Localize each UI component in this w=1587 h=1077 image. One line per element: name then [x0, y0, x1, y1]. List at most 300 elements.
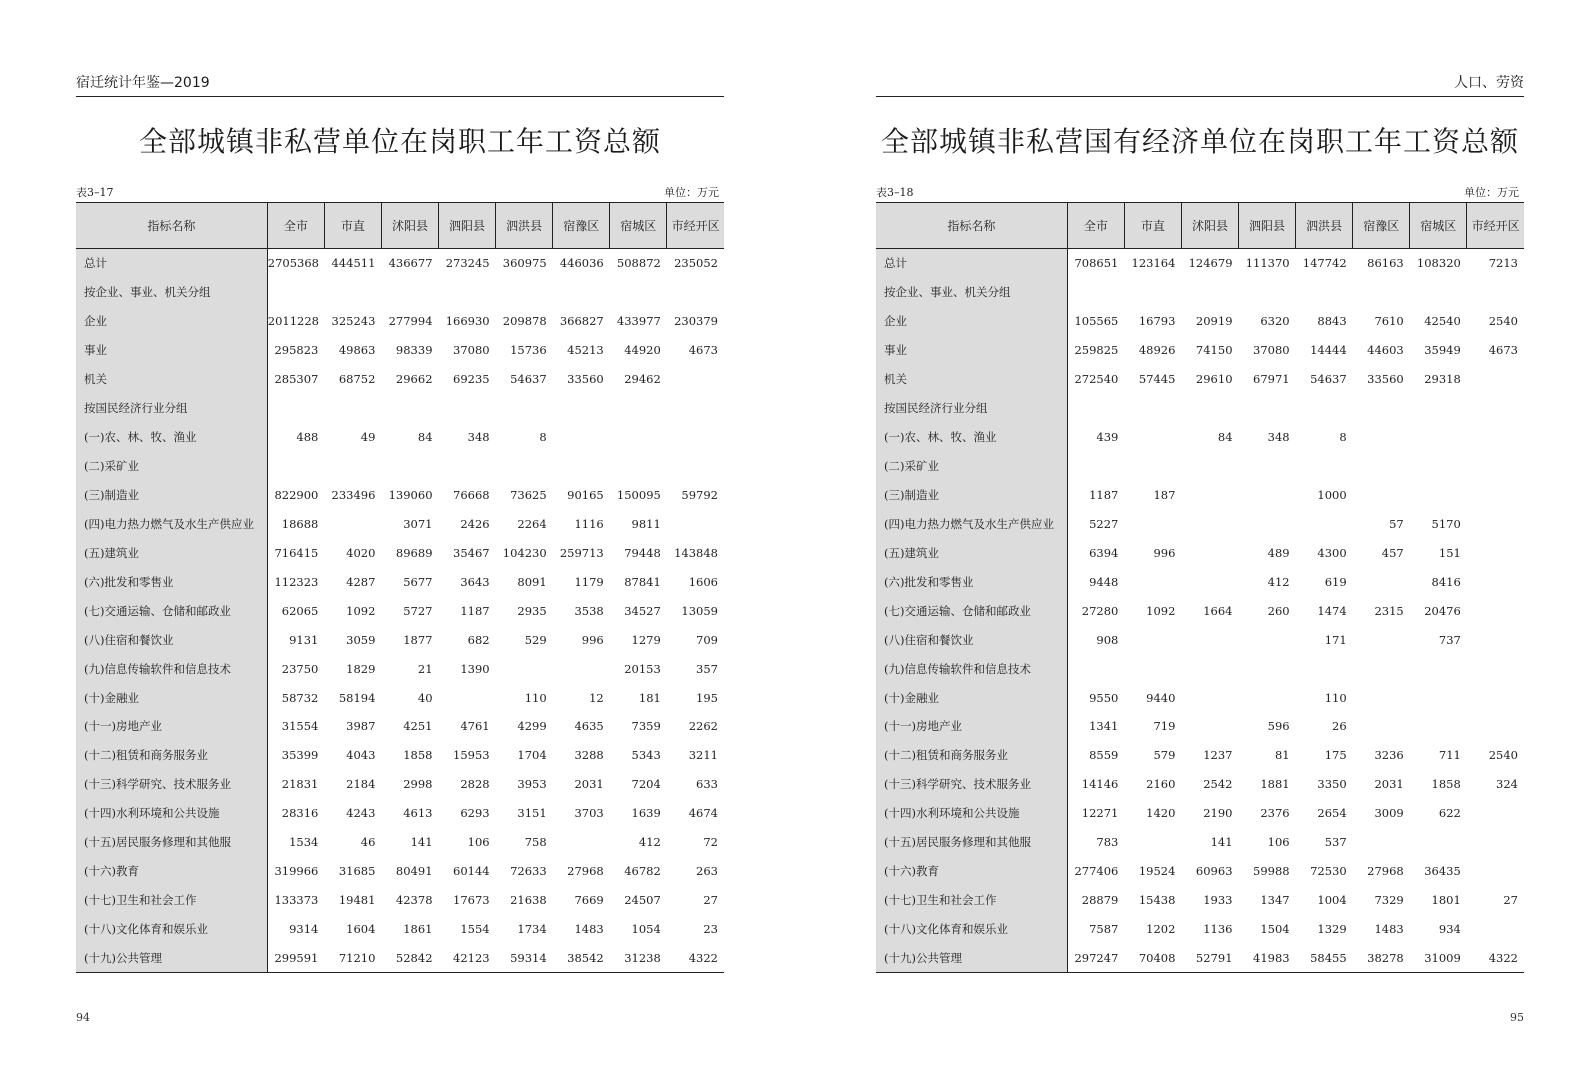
value-cell: 235052 [674, 256, 718, 271]
value-cell [1353, 394, 1410, 423]
row-label: (十)金融业 [876, 683, 1067, 712]
value-cell: 54637 [1310, 372, 1347, 387]
value-cell: 31554 [281, 719, 319, 734]
value-cell: 488 [296, 430, 319, 445]
row-label: (十三)科学研究、技术服务业 [76, 770, 267, 799]
value-cell: 1092 [346, 603, 376, 618]
value-cell: 1054 [631, 922, 661, 937]
value-cell [1467, 567, 1524, 596]
value-cell: 37080 [1253, 343, 1290, 358]
value-cell: 783 [1096, 835, 1119, 850]
value-cell: 20153 [624, 661, 661, 676]
value-cell: 1329 [1317, 922, 1347, 937]
table-row [76, 683, 724, 712]
value-cell: 104230 [502, 545, 547, 560]
value-cell [324, 452, 381, 481]
value-cell: 35467 [453, 545, 490, 560]
value-cell: 5227 [1089, 516, 1119, 531]
value-cell: 273245 [445, 256, 490, 271]
value-cell [1124, 394, 1181, 423]
value-cell: 709 [696, 632, 718, 647]
table-row [876, 741, 1524, 770]
value-cell [1467, 799, 1524, 828]
value-cell: 1606 [688, 574, 718, 589]
row-label: (十四)水利环境和公共设施 [876, 799, 1067, 828]
value-cell: 529 [524, 632, 547, 647]
table-row [76, 307, 724, 336]
value-cell: 934 [1438, 922, 1461, 937]
value-cell [553, 278, 610, 307]
table-row [876, 857, 1524, 886]
value-cell: 89689 [395, 545, 433, 560]
value-cell: 7213 [1488, 256, 1518, 271]
table-row [876, 799, 1524, 828]
row-label: (九)信息传输软件和信息技术 [76, 654, 267, 683]
value-cell: 4043 [346, 748, 376, 763]
value-cell: 84 [1217, 430, 1233, 445]
value-cell [1410, 452, 1467, 481]
value-cell: 446036 [559, 256, 604, 271]
value-cell: 44603 [1367, 343, 1404, 358]
value-cell: 48926 [1138, 343, 1176, 358]
value-cell: 27280 [1081, 603, 1119, 618]
value-cell [1467, 915, 1524, 944]
value-cell: 295823 [274, 343, 319, 358]
value-cell: 35399 [281, 748, 319, 763]
row-label: (十五)居民服务修理和其他服 [76, 828, 267, 857]
value-cell: 57445 [1138, 372, 1176, 387]
value-cell: 4287 [346, 574, 376, 589]
page-number: 94 [76, 1011, 90, 1024]
table-row [76, 365, 724, 394]
value-cell: 29318 [1424, 372, 1461, 387]
value-cell [1353, 481, 1410, 510]
table-unit: 单位：万元 [1464, 186, 1519, 199]
value-cell: 1933 [1203, 893, 1233, 908]
column-header: 泗洪县 [496, 203, 553, 249]
value-cell: 1483 [1374, 922, 1404, 937]
value-cell: 143848 [674, 545, 718, 560]
value-cell [1239, 394, 1296, 423]
value-cell [1181, 394, 1238, 423]
value-cell: 1136 [1203, 922, 1233, 937]
value-cell: 42378 [395, 893, 433, 908]
value-cell: 260 [1267, 603, 1290, 618]
value-cell: 758 [524, 835, 547, 850]
value-cell: 147742 [1302, 256, 1347, 271]
row-label: (六)批发和零售业 [876, 567, 1067, 596]
table-row [76, 509, 724, 538]
row-label: (三)制造业 [876, 481, 1067, 510]
table-row [76, 538, 724, 567]
value-cell: 14444 [1310, 343, 1347, 358]
row-label: (十六)教育 [876, 857, 1067, 886]
value-cell: 1420 [1146, 806, 1176, 821]
value-cell: 3953 [517, 777, 547, 792]
row-label: (十二)租赁和商务服务业 [876, 741, 1067, 770]
value-cell: 7329 [1374, 893, 1404, 908]
value-cell: 1534 [289, 835, 319, 850]
value-cell: 84 [417, 430, 433, 445]
value-cell: 19481 [338, 893, 376, 908]
value-cell: 1390 [460, 661, 490, 676]
row-label: (十七)卫生和社会工作 [76, 886, 267, 915]
value-cell [1410, 278, 1467, 307]
row-label: (七)交通运输、仓储和邮政业 [76, 596, 267, 625]
value-cell: 62065 [281, 603, 319, 618]
value-cell: 71210 [338, 950, 376, 965]
value-cell: 28316 [281, 806, 319, 821]
value-cell [1124, 654, 1181, 683]
value-cell: 1279 [631, 632, 661, 647]
table-row [876, 394, 1524, 423]
value-cell [1467, 828, 1524, 857]
value-cell: 4673 [1488, 343, 1518, 358]
table-body [876, 249, 1524, 973]
value-cell: 1877 [403, 632, 433, 647]
value-cell [1239, 509, 1296, 538]
column-header: 沭阳县 [381, 203, 438, 249]
value-cell [1124, 509, 1181, 538]
table-row [76, 567, 724, 596]
value-cell [1410, 423, 1467, 452]
value-cell: 49 [360, 430, 376, 445]
table-row [876, 712, 1524, 741]
table-row [876, 365, 1524, 394]
value-cell: 29610 [1195, 372, 1233, 387]
value-cell: 36435 [1424, 864, 1461, 879]
value-cell: 6293 [460, 806, 490, 821]
value-cell [667, 452, 724, 481]
value-cell: 19524 [1138, 864, 1176, 879]
value-cell: 72 [703, 835, 718, 850]
value-cell: 17673 [453, 893, 490, 908]
value-cell [496, 394, 553, 423]
value-cell: 20919 [1195, 314, 1233, 329]
value-cell [439, 394, 496, 423]
value-cell: 297247 [1074, 950, 1119, 965]
table-row [76, 799, 724, 828]
value-cell: 124679 [1188, 256, 1233, 271]
wage-table [876, 202, 1524, 973]
value-cell [1467, 625, 1524, 654]
value-cell: 23 [703, 922, 718, 937]
table-title: 全部城镇非私营单位在岗职工年工资总额 [138, 125, 661, 158]
row-label: (十一)房地产业 [76, 712, 267, 741]
column-header: 市直 [324, 203, 381, 249]
row-label: (十七)卫生和社会工作 [876, 886, 1067, 915]
value-cell: 230379 [674, 314, 718, 329]
value-cell: 2828 [460, 777, 490, 792]
value-cell [1353, 712, 1410, 741]
table-row [76, 249, 724, 278]
value-cell: 166930 [445, 314, 490, 329]
value-cell: 996 [581, 632, 604, 647]
row-label: 事业 [876, 336, 1067, 365]
table-row [876, 452, 1524, 481]
value-cell: 2011228 [267, 314, 319, 329]
value-cell: 105565 [1074, 314, 1119, 329]
value-cell [1467, 712, 1524, 741]
value-cell: 719 [1153, 719, 1176, 734]
value-cell [324, 394, 381, 423]
value-cell [1467, 481, 1524, 510]
value-cell: 259713 [559, 545, 604, 560]
value-cell: 436677 [388, 256, 433, 271]
value-cell: 106 [1267, 835, 1290, 850]
value-cell: 1483 [574, 922, 604, 937]
value-cell: 69235 [453, 372, 490, 387]
row-label: (十九)公共管理 [76, 944, 267, 973]
value-cell: 1639 [631, 806, 661, 821]
column-header: 市经开区 [1467, 203, 1524, 249]
value-cell: 2031 [1374, 777, 1404, 792]
column-header-indicator: 指标名称 [876, 203, 1067, 249]
value-cell: 1000 [1317, 487, 1347, 502]
page-number: 95 [1510, 1011, 1524, 1024]
value-cell: 2264 [517, 516, 547, 531]
value-cell [1410, 828, 1467, 857]
column-header: 全市 [1067, 203, 1124, 249]
value-cell: 579 [1153, 748, 1176, 763]
row-label: (八)住宿和餐饮业 [76, 625, 267, 654]
value-cell: 24507 [624, 893, 661, 908]
table-row [76, 828, 724, 857]
value-cell: 3288 [574, 748, 604, 763]
value-cell [439, 452, 496, 481]
value-cell: 90165 [567, 487, 604, 502]
value-cell [1296, 394, 1353, 423]
row-label: 按企业、事业、机关分组 [76, 278, 267, 307]
value-cell [667, 509, 724, 538]
value-cell: 7587 [1089, 922, 1119, 937]
value-cell: 106 [467, 835, 490, 850]
value-cell: 38542 [567, 950, 604, 965]
table-title: 全部城镇非私营国有经济单位在岗职工年工资总额 [880, 125, 1519, 158]
value-cell: 23750 [281, 661, 319, 676]
value-cell [1410, 481, 1467, 510]
value-cell [381, 394, 438, 423]
value-cell [1467, 683, 1524, 712]
value-cell: 4674 [688, 806, 718, 821]
row-label: (四)电力热力燃气及水生产供应业 [876, 509, 1067, 538]
row-label: (十三)科学研究、技术服务业 [876, 770, 1067, 799]
value-cell: 1858 [403, 748, 433, 763]
left-page [76, 0, 724, 1077]
value-cell [610, 423, 667, 452]
value-cell [1239, 452, 1296, 481]
row-label: (十二)租赁和商务服务业 [76, 741, 267, 770]
value-cell: 42540 [1424, 314, 1461, 329]
value-cell: 1829 [346, 661, 376, 676]
value-cell: 259825 [1074, 343, 1119, 358]
value-cell [1353, 625, 1410, 654]
value-cell: 8843 [1317, 314, 1347, 329]
row-label: (一)农、林、牧、渔业 [76, 423, 267, 452]
value-cell [1467, 596, 1524, 625]
value-cell: 4299 [517, 719, 547, 734]
value-cell: 908 [1096, 632, 1119, 647]
row-label: 总计 [876, 249, 1067, 278]
value-cell: 412 [638, 835, 661, 850]
value-cell: 2160 [1146, 777, 1176, 792]
value-cell [667, 365, 724, 394]
value-cell: 80491 [395, 864, 433, 879]
table-row [876, 307, 1524, 336]
value-cell: 151 [1438, 545, 1461, 560]
value-cell [267, 452, 324, 481]
value-cell: 263 [696, 864, 718, 879]
header-row [876, 203, 1524, 249]
value-cell: 60144 [453, 864, 490, 879]
value-cell [1467, 278, 1524, 307]
value-cell [553, 654, 610, 683]
table-row [76, 423, 724, 452]
value-cell: 325243 [331, 314, 376, 329]
value-cell: 141 [410, 835, 433, 850]
value-cell: 27968 [1367, 864, 1404, 879]
table-row [876, 828, 1524, 857]
row-label: (十八)文化体育和娱乐业 [76, 915, 267, 944]
value-cell: 49863 [338, 343, 376, 358]
value-cell: 52842 [395, 950, 433, 965]
row-label: 按企业、事业、机关分组 [876, 278, 1067, 307]
table-row [876, 509, 1524, 538]
value-cell: 59314 [510, 950, 547, 965]
value-cell: 16793 [1138, 314, 1176, 329]
value-cell: 324 [1496, 777, 1518, 792]
table-row [76, 278, 724, 307]
value-cell [1124, 452, 1181, 481]
value-cell [1353, 452, 1410, 481]
value-cell: 348 [467, 430, 490, 445]
value-cell: 28879 [1081, 893, 1119, 908]
value-cell [1467, 394, 1524, 423]
yearbook-title: 宿迁统计年鉴—2019 [76, 75, 210, 91]
value-cell [1181, 278, 1238, 307]
column-header: 宿豫区 [1353, 203, 1410, 249]
value-cell [1353, 278, 1410, 307]
value-cell [1353, 828, 1410, 857]
value-cell: 21 [417, 661, 433, 676]
row-label: (五)建筑业 [76, 538, 267, 567]
value-cell [1296, 509, 1353, 538]
table-number: 表3–17 [76, 186, 114, 199]
value-cell: 1474 [1317, 603, 1347, 618]
value-cell: 1881 [1260, 777, 1290, 792]
value-cell: 6394 [1089, 545, 1119, 560]
table-row [76, 481, 724, 510]
column-header: 泗阳县 [439, 203, 496, 249]
value-cell: 708651 [1074, 256, 1119, 271]
value-cell [1467, 365, 1524, 394]
value-cell: 3071 [403, 516, 433, 531]
value-cell: 1734 [517, 922, 547, 937]
value-cell: 2262 [688, 719, 718, 734]
value-cell: 711 [1438, 748, 1461, 763]
value-cell: 682 [467, 632, 490, 647]
value-cell: 444511 [331, 256, 376, 271]
value-cell [1181, 654, 1238, 683]
value-cell: 27968 [567, 864, 604, 879]
row-label: 机关 [76, 365, 267, 394]
value-cell: 110 [1324, 690, 1347, 705]
table-row [876, 654, 1524, 683]
value-cell: 3151 [517, 806, 547, 821]
value-cell [1181, 538, 1238, 567]
value-cell: 5170 [1431, 516, 1461, 531]
value-cell: 68752 [338, 372, 376, 387]
value-cell: 86163 [1367, 256, 1404, 271]
value-cell: 67971 [1253, 372, 1290, 387]
value-cell: 20476 [1424, 603, 1461, 618]
value-cell [1124, 828, 1181, 857]
running-head [876, 74, 1524, 97]
value-cell: 4251 [403, 719, 433, 734]
value-cell: 33560 [1367, 372, 1404, 387]
value-cell: 2705368 [267, 256, 319, 271]
value-cell [1067, 654, 1124, 683]
value-cell [667, 394, 724, 423]
value-cell [1239, 625, 1296, 654]
value-cell [1410, 394, 1467, 423]
value-cell [324, 509, 381, 538]
value-cell: 38278 [1367, 950, 1404, 965]
value-cell: 21831 [281, 777, 319, 792]
value-cell: 187 [1153, 487, 1176, 502]
value-cell: 42123 [453, 950, 490, 965]
value-cell: 9314 [289, 922, 319, 937]
value-cell: 4673 [688, 343, 718, 358]
table-row [76, 770, 724, 799]
value-cell: 112323 [274, 574, 319, 589]
row-label: (二)采矿业 [876, 452, 1067, 481]
value-cell: 233496 [331, 487, 376, 502]
value-cell: 622 [1438, 806, 1461, 821]
value-cell: 1237 [1203, 748, 1233, 763]
value-cell [667, 423, 724, 452]
value-cell: 2998 [403, 777, 433, 792]
value-cell: 1202 [1146, 922, 1176, 937]
value-cell: 9131 [289, 632, 319, 647]
value-cell [1239, 278, 1296, 307]
table-row [876, 915, 1524, 944]
value-cell [1124, 423, 1181, 452]
table-row [76, 625, 724, 654]
value-cell: 171 [1324, 632, 1347, 647]
value-cell: 4635 [574, 719, 604, 734]
row-label: (七)交通运输、仓储和邮政业 [876, 596, 1067, 625]
value-cell: 2935 [517, 603, 547, 618]
value-cell [1181, 683, 1238, 712]
value-cell: 57 [1389, 516, 1404, 531]
row-label: (十)金融业 [76, 683, 267, 712]
value-cell: 14146 [1081, 777, 1119, 792]
value-cell [610, 278, 667, 307]
value-cell: 4322 [1488, 950, 1518, 965]
value-cell: 6320 [1260, 314, 1290, 329]
value-cell [496, 278, 553, 307]
value-cell: 3987 [346, 719, 376, 734]
value-cell [1353, 654, 1410, 683]
row-label: 企业 [76, 307, 267, 336]
value-cell: 9440 [1146, 690, 1176, 705]
value-cell [267, 278, 324, 307]
table-row [76, 944, 724, 973]
value-cell [381, 278, 438, 307]
wage-table [76, 202, 724, 973]
value-cell [1353, 567, 1410, 596]
